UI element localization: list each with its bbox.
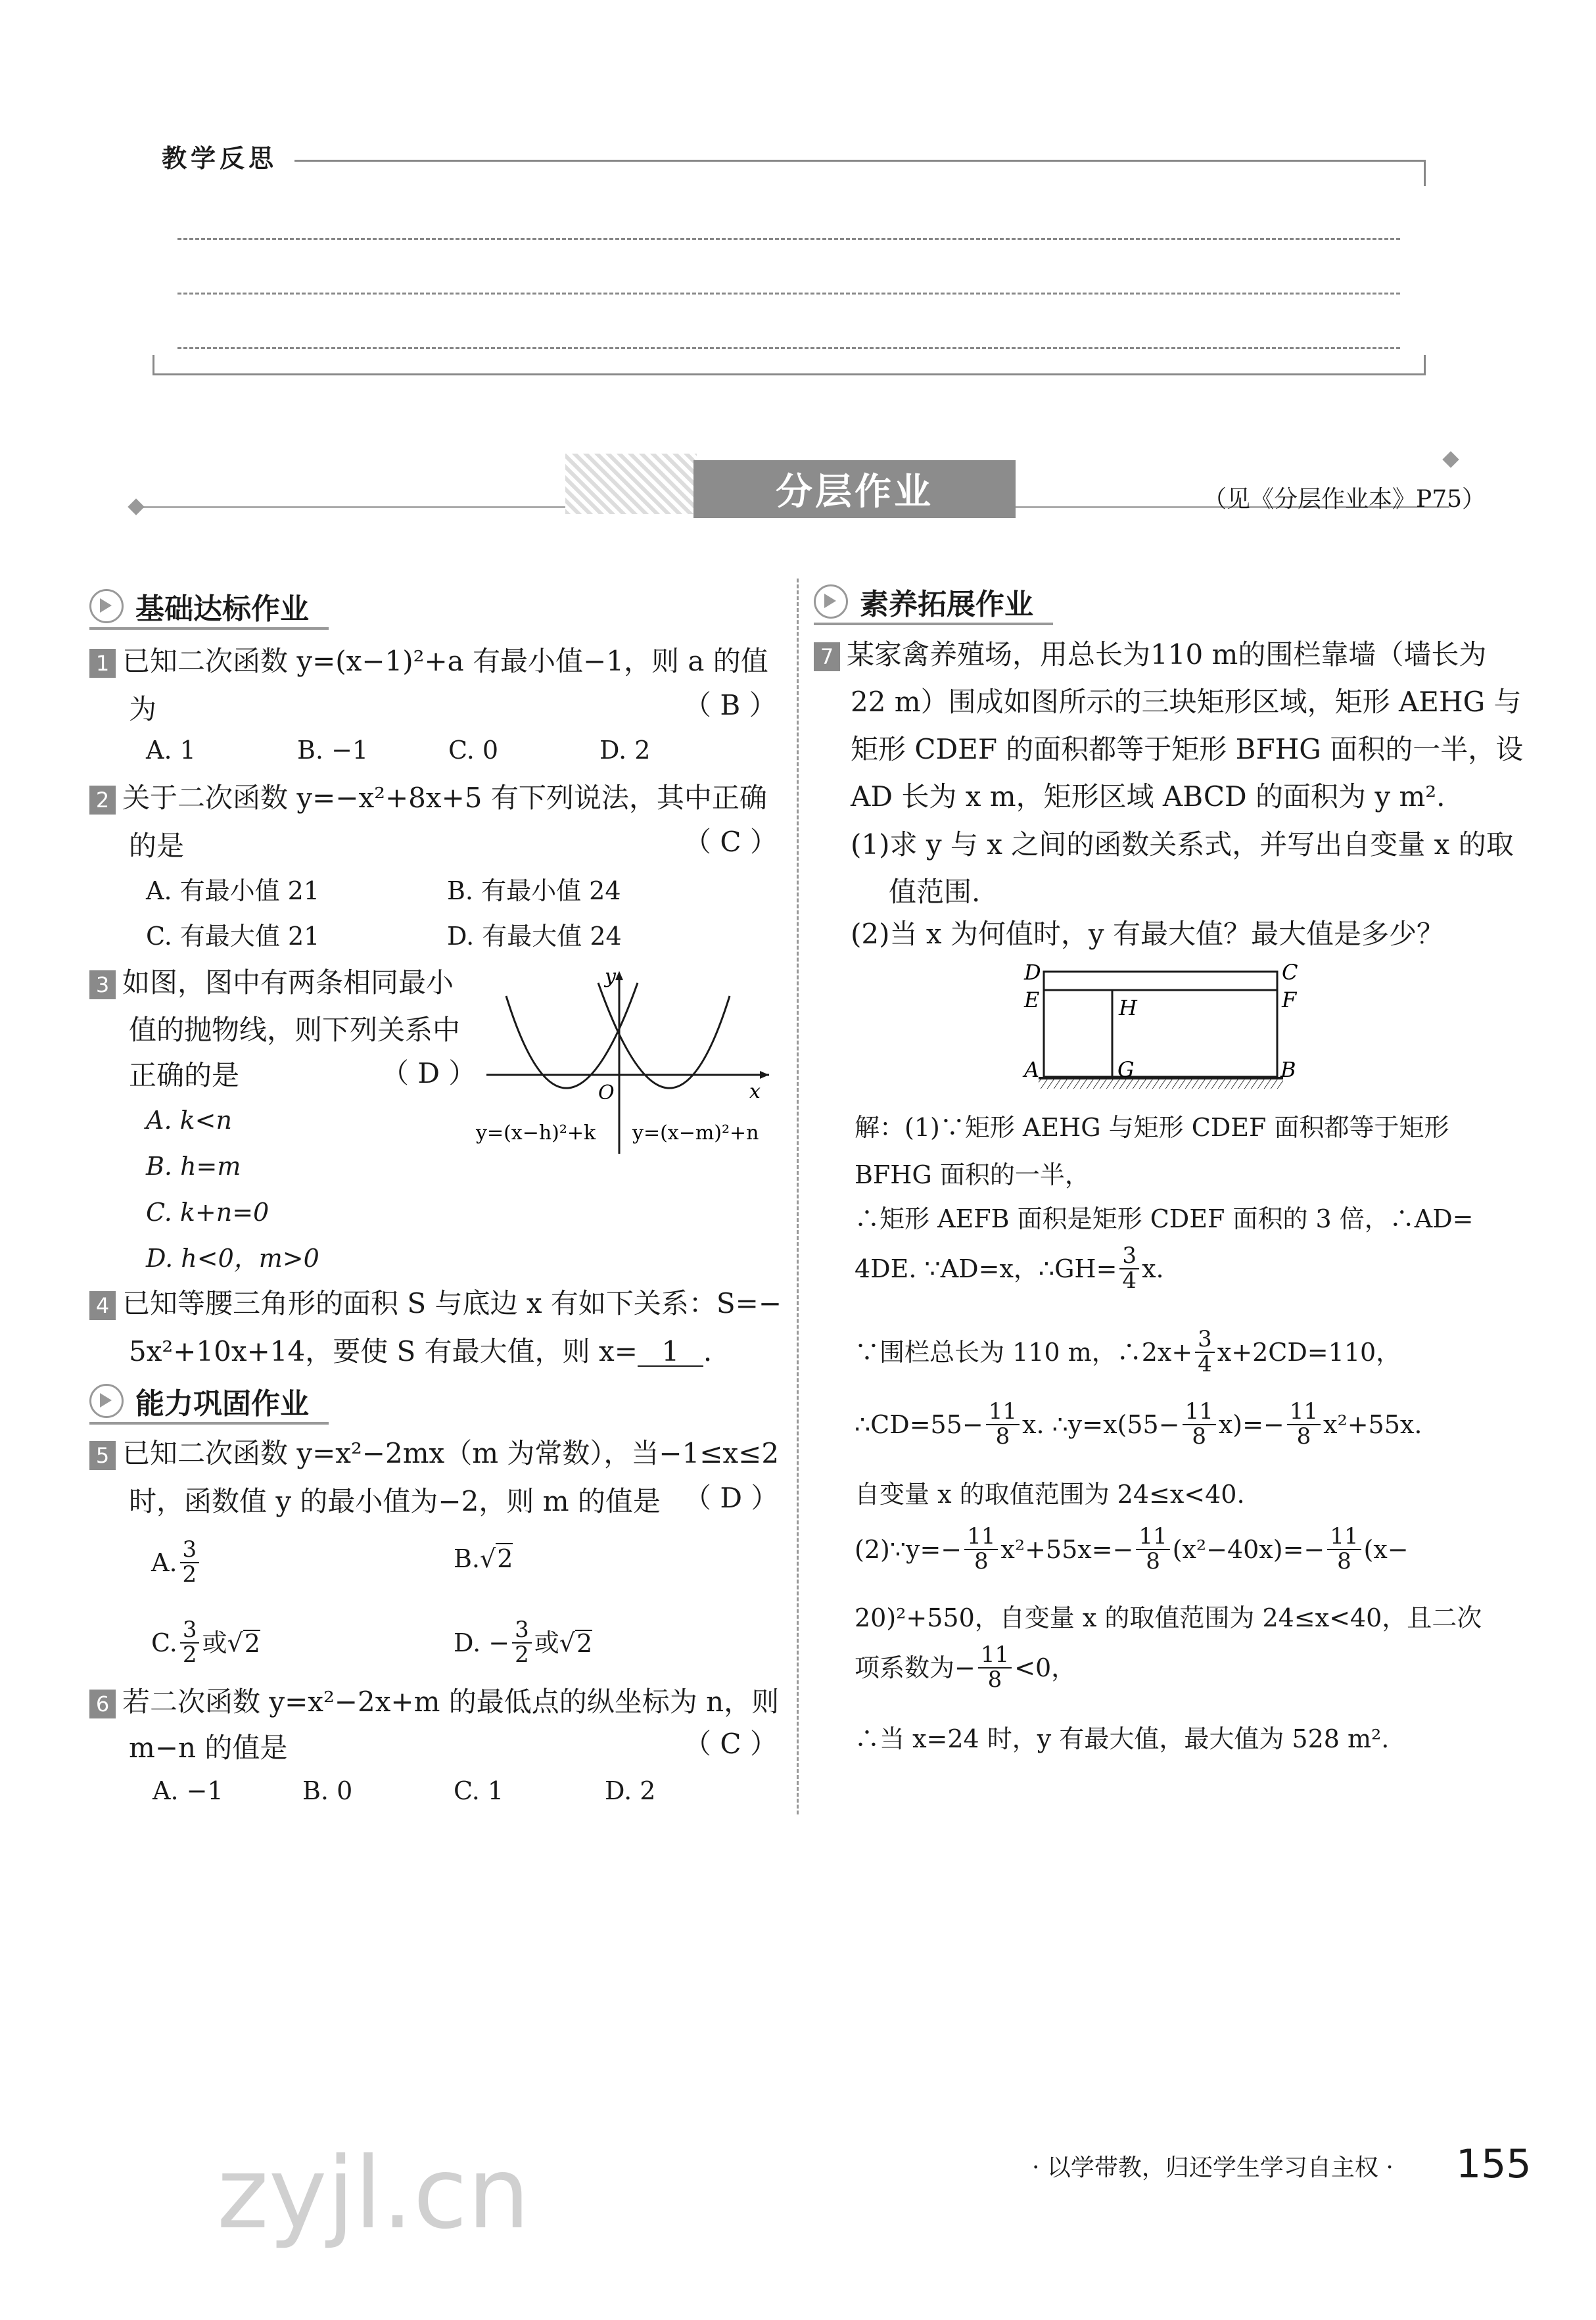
- q5-line1: 5 已知二次函数 y=x²−2mx（m 为常数），当−1≤x≤2: [89, 1440, 779, 1470]
- sol-line7: 自变量 x 的取值范围为 24≤x<40.: [855, 1480, 1245, 1509]
- label-a: A: [1024, 1057, 1040, 1082]
- reflection-bottom-line: [153, 373, 1426, 375]
- x-axis-arrow: [760, 1071, 769, 1079]
- left-parabola: [506, 983, 638, 1088]
- arrow-icon: [89, 1384, 124, 1418]
- q1-number: 1: [89, 649, 116, 678]
- sol-line4: 4DE. ∵AD=x，∴GH= $\frac{3}{4}$ x.: [855, 1243, 1164, 1294]
- q3-number: 3: [89, 970, 116, 999]
- q7-fence-figure: [1012, 960, 1298, 1101]
- section-extension-title: 素养拓展作业: [860, 588, 1033, 621]
- label-b: B: [1280, 1057, 1296, 1082]
- q3-line2: 值的抛物线，则下列关系中: [129, 1014, 461, 1046]
- q3-answer: （ D ）: [381, 1057, 477, 1089]
- reflection-top-line: [294, 160, 1425, 162]
- reflection-right-tick-bottom: [1424, 355, 1426, 375]
- q7-line4: AD 长为 x m，矩形区域 ABCD 的面积为 y m².: [851, 780, 1445, 813]
- q3-option-b: B. h=m: [146, 1152, 241, 1181]
- arrow-icon: [814, 584, 848, 619]
- origin-label: O: [598, 1081, 615, 1104]
- right-equation: y=(x−m)²+n: [632, 1122, 759, 1145]
- q1-option-c: C. 0: [448, 736, 499, 765]
- banner-bar: [1006, 460, 1010, 518]
- label-e: E: [1024, 987, 1040, 1012]
- reflection-line-3: [177, 347, 1400, 349]
- column-divider: [797, 579, 799, 1814]
- left-equation: y=(x−h)²+k: [476, 1122, 596, 1145]
- label-d: D: [1024, 960, 1041, 985]
- banner-right-diamond: [1442, 451, 1459, 467]
- q2-line2: 的是: [129, 830, 185, 862]
- right-parabola: [598, 983, 730, 1088]
- section-basic-title: 基础达标作业: [135, 592, 309, 626]
- watermark: zyjl.cn: [217, 2137, 530, 2251]
- q5-line2: 时，函数值 y 的最小值为−2，则 m 的值是: [129, 1485, 661, 1517]
- q7-line2: 22 m）围成如图所示的三块矩形区域，矩形 AEHG 与: [851, 686, 1522, 718]
- q2-option-c: C. 有最大值 21: [146, 922, 320, 951]
- label-c: C: [1282, 960, 1298, 985]
- q5-number: 5: [89, 1441, 116, 1470]
- q4-line1: 4 已知等腰三角形的面积 S 与底边 x 有如下关系：S=−: [89, 1290, 782, 1320]
- q6-option-a: A. −1: [153, 1776, 223, 1805]
- q7-line3: 矩形 CDEF 的面积都等于矩形 BFHG 面积的一半，设: [851, 733, 1524, 765]
- q2-number: 2: [89, 786, 116, 815]
- q1-answer: （ B ）: [684, 689, 777, 721]
- q7-part1: (1)求 y 与 x 之间的函数关系式，并写出自变量 x 的取: [851, 828, 1514, 861]
- reflection-left-tick: [153, 355, 154, 375]
- sol-line11: ∴当 x=24 时，y 有最大值，最大值为 528 m².: [855, 1724, 1390, 1753]
- q6-option-b: B. 0: [302, 1776, 353, 1805]
- sol-line9: 20)²+550，自变量 x 的取值范围为 24≤x<40，且二次: [855, 1603, 1482, 1632]
- reflection-label: 教学反思: [162, 144, 278, 173]
- q7-line1: 7 某家禽养殖场，用总长为110 m的围栏靠墙（墙长为: [814, 641, 1486, 671]
- arrow-icon: [89, 589, 124, 623]
- section-ability: [89, 1381, 309, 1421]
- q2-option-d: D. 有最大值 24: [447, 922, 622, 951]
- wall-hatch: [1039, 1079, 1283, 1089]
- q1-option-d: D. 2: [599, 736, 651, 765]
- section-ability-title: 能力巩固作业: [135, 1387, 309, 1421]
- page-number: 155: [1456, 2141, 1532, 2187]
- q2-line1: 2 关于二次函数 y=−x²+8x+5 有下列说法，其中正确: [89, 784, 767, 815]
- sol-line6: ∴CD=55− $\frac{11}{8}$ x. ∴y=x(55− $\frac{11}{8}$ x)=− $\frac{11}{8}$ x²+55x.: [855, 1398, 1422, 1450]
- q6-line2: m−n 的值是: [129, 1732, 288, 1764]
- reflection-line-1: [177, 238, 1400, 240]
- q3-option-c: C. k+n=0: [146, 1198, 270, 1227]
- y-label: y: [605, 965, 616, 988]
- q6-line1: 6 若二次函数 y=x²−2x+m 的最低点的纵坐标为 n，则: [89, 1688, 779, 1718]
- section-basic: [89, 586, 309, 626]
- rect-abcd: [1044, 972, 1277, 1077]
- q2-option-a: A. 有最小值 21: [146, 876, 320, 905]
- q5-option-c: C. $\frac{3}{2}$ 或 √ 2: [151, 1617, 260, 1668]
- reflection-line-2: [177, 293, 1400, 295]
- q3-line1: 3 如图，图中有两条相同最小: [89, 969, 454, 999]
- reflection-right-tick: [1424, 160, 1426, 186]
- q3-option-a: A. k<n: [146, 1106, 232, 1135]
- label-f: F: [1282, 987, 1297, 1012]
- q6-option-d: D. 2: [605, 1776, 656, 1805]
- q4-line2: 5x²+10x+14，要使 S 有最大值，则 x= 1 .: [129, 1335, 713, 1367]
- q1-option-b: B. −1: [297, 736, 369, 765]
- y-axis-arrow: [615, 971, 623, 980]
- sol-line1: 解：(1)∵矩形 AEHG 与矩形 CDEF 面积都等于矩形: [855, 1113, 1449, 1142]
- q4-number: 4: [89, 1291, 116, 1320]
- q3-parabola-graph: [476, 963, 782, 1160]
- label-h: H: [1119, 995, 1137, 1020]
- q5-option-b: B.√2: [454, 1544, 513, 1573]
- q1-line1: 1 已知二次函数 y=(x−1)²+a 有最小值−1，则 a 的值: [89, 648, 768, 678]
- sol-line8: (2)∵y=− $\frac{11}{8}$ x²+55x=− $\frac{11}{8}$ (x²−40x)=− $\frac{11}{8}$ (x−: [855, 1523, 1409, 1574]
- q2-option-b: B. 有最小值 24: [447, 876, 621, 905]
- banner-reference: （见《分层作业本》P75）: [1203, 486, 1486, 513]
- q7-part1b: 值范围.: [889, 876, 981, 908]
- q5-option-a: A. $\frac{3}{2}$: [151, 1538, 202, 1586]
- q7-number: 7: [814, 642, 840, 671]
- q5-answer: （ D ）: [684, 1482, 779, 1514]
- q3-line3: 正确的是: [129, 1059, 240, 1091]
- section-extension: [814, 582, 1033, 621]
- sol-line2: BFHG 面积的一半，: [855, 1160, 1090, 1189]
- q1-option-a: A. 1: [146, 736, 196, 765]
- q7-part2: (2)当 x 为何值时，y 有最大值？最大值是多少？: [851, 918, 1444, 950]
- q6-option-c: C. 1: [454, 1776, 504, 1805]
- q3-option-d: D. h<0，m>0: [146, 1244, 319, 1273]
- sol-line10: 项系数为− $\frac{11}{8}$ <0，: [855, 1642, 1077, 1693]
- q2-answer: （ C ）: [684, 826, 778, 858]
- banner-decoration: [565, 454, 697, 514]
- sol-line5: ∵围栏总长为 110 m，∴2x+ $\frac{3}{4}$ x+2CD=110，: [855, 1326, 1401, 1377]
- sol-line3: ∴矩形 AEFB 面积是矩形 CDEF 面积的 3 倍，∴AD=: [855, 1204, 1474, 1233]
- banner-title: 分层作业: [693, 460, 1016, 518]
- label-g: G: [1117, 1057, 1135, 1082]
- footer-slogan: · 以学带教，归还学生学习自主权 ·: [1032, 2154, 1394, 2181]
- banner-left-diamond: [128, 498, 144, 515]
- q6-answer: （ C ）: [684, 1728, 778, 1760]
- q1-line2: 为: [129, 693, 157, 725]
- q5-option-d: D. − $\frac{3}{2}$ 或 √ 2: [454, 1617, 593, 1668]
- q6-number: 6: [89, 1690, 116, 1718]
- q4-blank: 1: [638, 1338, 703, 1367]
- x-label: x: [749, 1080, 761, 1103]
